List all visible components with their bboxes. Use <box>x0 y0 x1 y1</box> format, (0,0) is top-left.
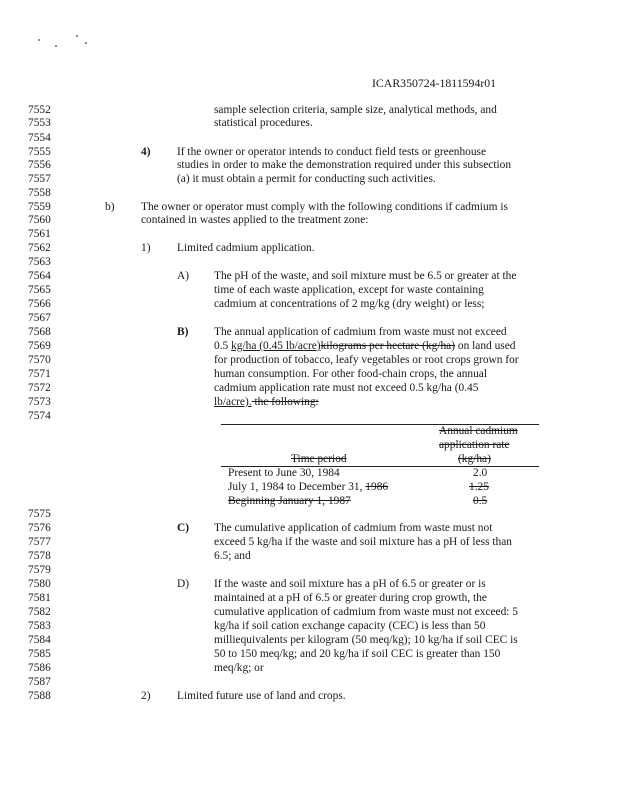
text-line: contained in wastes applied to the treatment zone: <box>141 214 369 226</box>
inserted-text: lb/acre) <box>214 396 249 408</box>
line-number: 7557 <box>28 173 51 185</box>
line-number: 7564 <box>28 270 51 282</box>
line-number: 7575 <box>28 508 51 520</box>
table-header-period: Time period <box>291 453 347 465</box>
text-line: 6.5; and <box>214 550 251 562</box>
text-line: maintained at a pH of 6.5 or greater during crop growth, the <box>214 592 487 604</box>
line-number: 7567 <box>28 312 51 324</box>
line-number: 7553 <box>28 117 51 129</box>
text-line: exceed 5 kg/ha if the waste and soil mixture has a pH of less than <box>214 536 512 548</box>
item-label: A) <box>177 270 190 282</box>
text-line: (a) it must obtain a permit for conducting such activities. <box>177 173 436 185</box>
inserted-text: . <box>248 396 252 408</box>
line-number: 7569 <box>28 340 51 352</box>
text-line-amended <box>214 396 319 409</box>
text-line: sample selection criteria, sample size, analytical methods, and <box>214 104 497 116</box>
scan-speck <box>85 42 87 44</box>
deleted-text: 1986 <box>365 481 389 493</box>
table-row-rate: 0.5 <box>473 495 488 507</box>
table-row-period: Present to June 30, 1984 <box>228 467 340 479</box>
line-number: 7584 <box>28 634 51 646</box>
line-number: 7588 <box>28 690 51 702</box>
item-label: 2) <box>141 690 151 702</box>
line-number: 7585 <box>28 648 51 660</box>
table-row-rate: 1.25 <box>469 481 489 493</box>
text-line: kg/ha if soil cation exchange capacity (CEC) is less than 50 <box>214 620 486 632</box>
line-number: 7560 <box>28 214 51 226</box>
text-line: 50 to 150 meq/kg; and 20 kg/ha if soil CEC is greater than 150 <box>214 648 501 660</box>
text-line: time of each waste application, except for waste containing <box>214 284 484 296</box>
text-line: Limited cadmium application. <box>177 242 315 254</box>
table-row-period <box>228 481 388 494</box>
line-number: 7578 <box>28 550 51 562</box>
table-row-rate: 2.0 <box>473 467 488 479</box>
text-line: Limited future use of land and crops. <box>177 690 346 702</box>
line-number: 7571 <box>28 368 51 380</box>
text-line-amended <box>214 340 515 353</box>
scan-speck <box>55 45 57 47</box>
text-line: cumulative application of cadmium from waste must not exceed: 5 <box>214 606 518 618</box>
text-line: statistical procedures. <box>214 117 313 129</box>
text-line: milliequivalents per kilogram (50 meq/kg); 10 kg/ha if soil CEC is <box>214 634 518 646</box>
line-number: 7559 <box>28 201 51 213</box>
line-number: 7555 <box>28 146 51 158</box>
deleted-text: the following: <box>251 396 319 408</box>
line-number: 7568 <box>28 326 51 338</box>
line-number: 7579 <box>28 564 51 576</box>
line-number: 7558 <box>28 187 51 199</box>
line-number: 7583 <box>28 620 51 632</box>
text-line: The owner or operator must comply with the following conditions if cadmium is <box>141 201 508 213</box>
line-number: 7563 <box>28 256 51 268</box>
line-number: 7573 <box>28 396 51 408</box>
text-line: studies in order to make the demonstration required under this subsection <box>177 159 512 171</box>
item-label: C) <box>177 522 190 534</box>
line-number: 7586 <box>28 662 51 674</box>
table-header-rate-line1: Annual cadmium <box>439 425 518 437</box>
line-number: 7582 <box>28 606 51 618</box>
text-line: The annual application of cadmium from waste must not exceed <box>214 326 507 338</box>
text-span: on land used <box>455 340 516 352</box>
text-line: cadmium at concentrations of 2 mg/kg (dry weight) or less; <box>214 298 485 310</box>
line-number: 7554 <box>28 132 51 144</box>
line-number: 7556 <box>28 159 51 171</box>
line-number: 7566 <box>28 298 51 310</box>
line-number: 7562 <box>28 242 51 254</box>
item-label: 1) <box>141 242 151 254</box>
text-line: The pH of the waste, and soil mixture must be 6.5 or greater at the <box>214 270 517 282</box>
line-number: 7572 <box>28 382 51 394</box>
item-label: 4) <box>141 146 151 158</box>
deleted-text: kilograms per hectare (kg/ha) <box>320 340 456 352</box>
line-number: 7580 <box>28 578 51 590</box>
line-number: 7552 <box>28 104 51 116</box>
text-line: human consumption. For other food-chain crops, the annual <box>214 368 487 380</box>
table-header-rate-unit: (kg/ha) <box>458 453 491 465</box>
line-number: 7577 <box>28 536 51 548</box>
line-number: 7565 <box>28 284 51 296</box>
line-number: 7581 <box>28 592 51 604</box>
line-number: 7574 <box>28 410 51 422</box>
document-id-header: ICAR350724-1811594r01 <box>372 76 497 90</box>
item-label: b) <box>105 201 115 213</box>
table-header-rate-line2: application rate <box>439 439 510 451</box>
item-label: D) <box>177 578 190 590</box>
text-span: 0.5 <box>214 340 232 352</box>
table-row-period: Beginning January 1, 1987 <box>228 495 351 507</box>
line-number: 7561 <box>28 228 51 240</box>
inserted-text: kg/ha (0.45 lb/acre) <box>231 340 321 352</box>
text-line: If the owner or operator intends to conduct field tests or greenhouse <box>177 146 487 158</box>
line-number: 7570 <box>28 354 51 366</box>
line-number: 7587 <box>28 676 51 688</box>
text-line: cadmium application rate must not exceed 0.5 kg/ha (0.45 <box>214 382 479 394</box>
text-line: If the waste and soil mixture has a pH of 6.5 or greater or is <box>214 578 486 590</box>
item-label: B) <box>177 326 189 338</box>
text-line: for production of tobacco, leafy vegetables or root crops grown for <box>214 354 519 366</box>
scan-speck <box>38 39 40 41</box>
line-number: 7576 <box>28 522 51 534</box>
text-span: July 1, 1984 to December 31, <box>228 481 366 493</box>
scan-speck <box>76 35 78 37</box>
text-line: meq/kg; or <box>214 662 264 674</box>
text-line: The cumulative application of cadmium from waste must not <box>214 522 493 534</box>
